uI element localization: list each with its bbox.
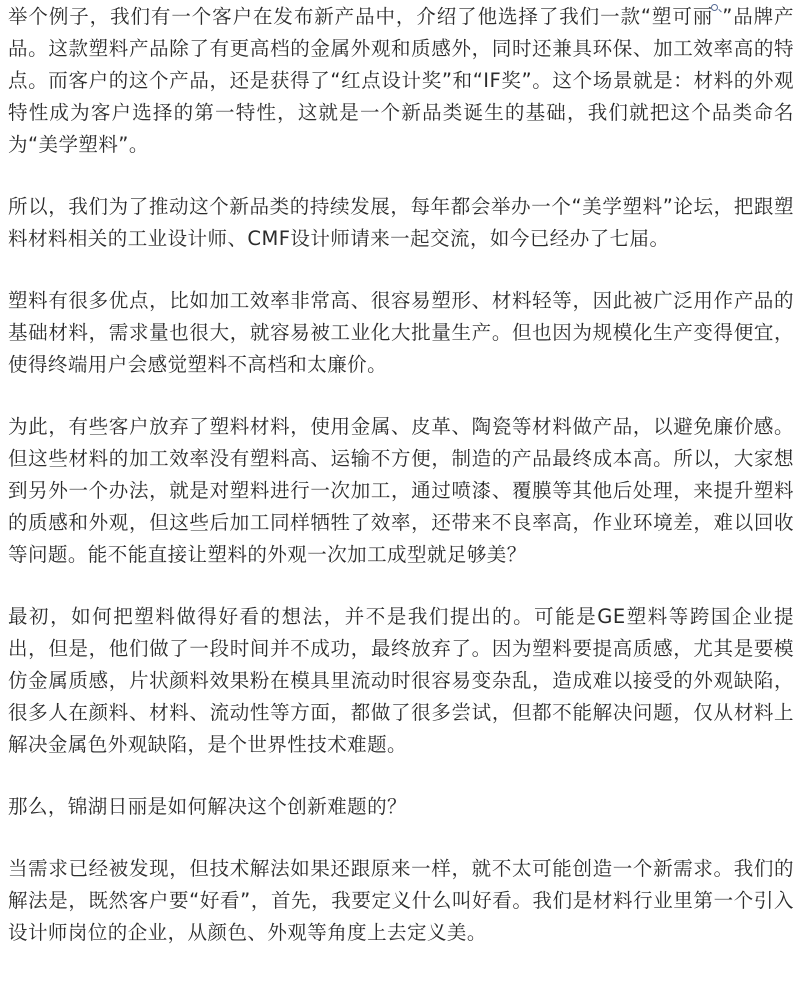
paragraph-7: 当需求已经被发现，但技术解法如果还跟原来一样，就不太可能创造一个新需求。我们的解法是，既然客户要“好看”，首先，我要定义什么叫好看。我们是材料行业里第一个引入设计师岗位的企业，从颜色、外观等角度上去定义美。 — [8, 857, 794, 944]
paragraph-6: 那么，锦湖日丽是如何解决这个创新难题的？ — [8, 795, 408, 818]
article-body — [8, 0, 794, 949]
search-icon[interactable] — [711, 1, 721, 13]
paragraph-4: 为此，有些客户放弃了塑料材料，使用金属、皮革、陶瓷等材料做产品，以避免廉价感。但这些材料的加工效率没有塑料高、运输不方便，制造的产品最终成本高。所以，大家想到另外一个办法，就是对塑料进行一次加工，通过喷漆、覆膜等其他后处理，来提升塑料的质感和外观，但这些后加工同样牺牲了效率，还带来不良率高，作业环境差，难以回收等问题。能不能直接让塑料的外观一次加工成型就足够美？ — [8, 415, 794, 566]
paragraph-5: 最初，如何把塑料做得好看的想法，并不是我们提出的。可能是GE塑料等跨国企业提出，但是，他们做了一段时间并不成功，最终放弃了。因为塑料要提高质感，尤其是要模仿金属质感，片状颜料效果粉在模具里流动时很容易变杂乱，造成难以接受的外观缺陷，很多人在颜料、材料、流动性等方面，都做了很多尝试，但都不能解决问题，仅从材料上解决金属色外观缺陷，是个世界性技术难题。 — [8, 605, 794, 756]
paragraph-3: 塑料有很多优点，比如加工效率非常高、很容易塑形、材料轻等，因此被广泛用作产品的基础材料，需求量也很大，就容易被工业化大批量生产。但也因为规模化生产变得便宜，使得终端用户会感觉塑料不高档和太廉价。 — [8, 289, 794, 376]
paragraph-1 — [8, 1, 794, 161]
brand-link-sukeli[interactable]: 塑可丽 — [651, 5, 714, 28]
paragraph-1-text-start: 举个例子，我们有一个客户在发布新产品中，介绍了他选择了我们一款“ — [8, 5, 652, 28]
paragraph-2: 所以，我们为了推动这个新品类的持续发展，每年都会举办一个“美学塑料”论坛，把跟塑料材料相关的工业设计师、CMF设计师请来一起交流，如今已经办了七届。 — [8, 195, 794, 250]
paragraph-1-text-end: ”品牌产品。这款塑料产品除了有更高档的金属外观和质感外，同时还兼具环保、加工效率高的特点。而客户的这个产品，还是获得了“红点设计奖”和“IF奖”。这个场景就是：材料的外观特性成为客户选择的第一特性，这就是一个新品类诞生的基础，我们就把这个品类命名为“美学塑料”。 — [8, 5, 794, 156]
